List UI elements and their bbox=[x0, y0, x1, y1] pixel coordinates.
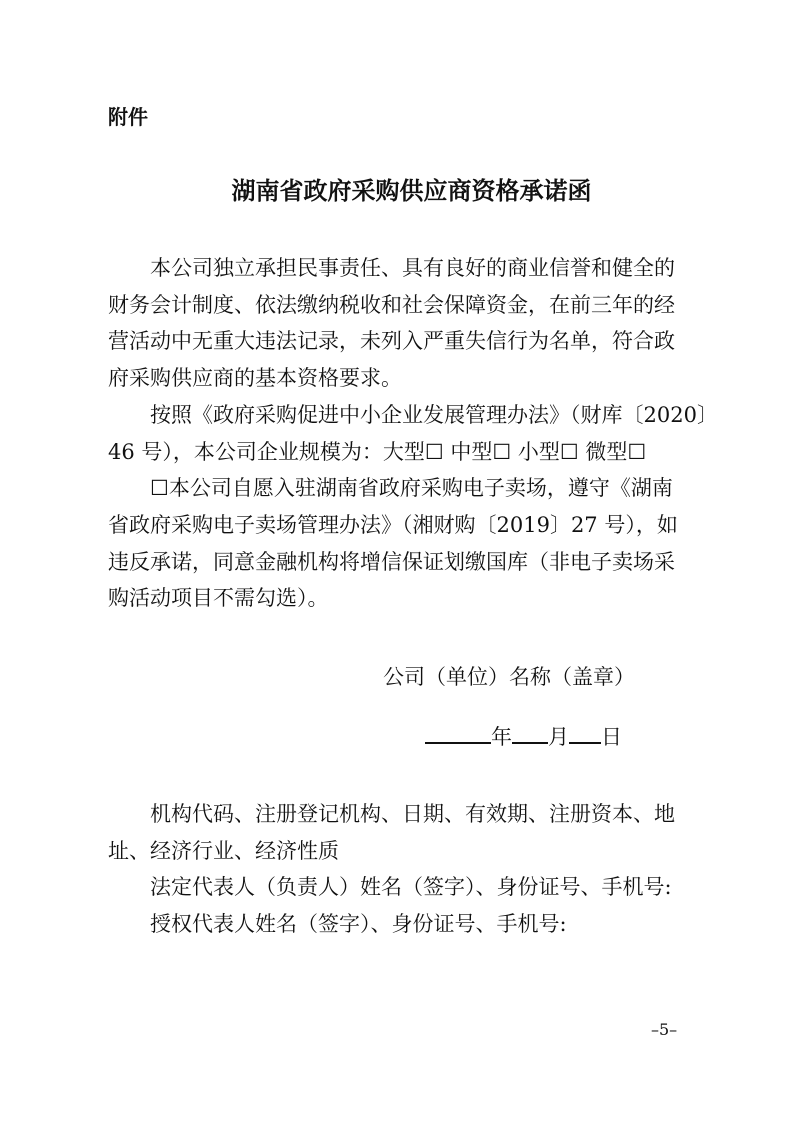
text-line: 址、经济行业、经济性质 bbox=[108, 838, 339, 863]
page-number: –5– bbox=[651, 1020, 678, 1039]
text-line: 机构代码、注册登记机构、日期、有效期、注册资本、地 bbox=[150, 802, 675, 826]
text-line: 营活动中无重大违法记录，未列入严重失信行为名单，符合政 bbox=[108, 329, 675, 354]
text-line: 购活动项目不需勾选）。 bbox=[108, 586, 329, 611]
text-line: 府采购供应商的基本资格要求。 bbox=[108, 366, 402, 391]
day-blank bbox=[569, 722, 601, 744]
year-blank bbox=[425, 722, 491, 744]
text-line: 本公司独立承担民事责任、具有良好的商业信誉和健全的 bbox=[150, 256, 675, 280]
paragraph-e-mall bbox=[108, 470, 686, 617]
month-blank bbox=[512, 722, 548, 744]
paragraph-qualification bbox=[108, 250, 686, 397]
text-line: 省政府采购电子卖场管理办法》（湘财购〔2019〕27 号），如 bbox=[108, 512, 678, 537]
text-line: 46 号），本公司企业规模为：大型☐ 中型☐ 小型☐ 微型☐ bbox=[108, 439, 647, 464]
document-body bbox=[108, 250, 718, 617]
attachment-label: 附件 bbox=[108, 105, 148, 129]
month-label: 月 bbox=[548, 725, 569, 749]
day-label: 日 bbox=[601, 725, 622, 749]
paragraph-enterprise-size bbox=[108, 397, 718, 470]
company-seal-label: 公司（单位）名称（盖章） bbox=[383, 665, 635, 689]
date-field bbox=[425, 722, 622, 752]
text-line: 财务会计制度、依法缴纳税收和社会保障资金，在前三年的经 bbox=[108, 292, 675, 317]
company-info-section bbox=[108, 796, 688, 943]
text-line: 授权代表人姓名（签字）、身份证号、手机号: bbox=[150, 912, 567, 937]
text-line: 违反承诺，同意金融机构将增信保证划缴国库（非电子卖场采 bbox=[108, 549, 675, 574]
text-line: ☐本公司自愿入驻湖南省政府采购电子卖场，遵守《湖南 bbox=[150, 476, 673, 501]
text-line: 按照《政府采购促进中小企业发展管理办法》（财库〔2020〕 bbox=[150, 402, 718, 427]
document-title: 湖南省政府采购供应商资格承诺函 bbox=[231, 177, 592, 205]
year-label: 年 bbox=[491, 725, 512, 749]
text-line: 法定代表人（负责人）姓名（签字）、身份证号、手机号: bbox=[150, 875, 672, 900]
